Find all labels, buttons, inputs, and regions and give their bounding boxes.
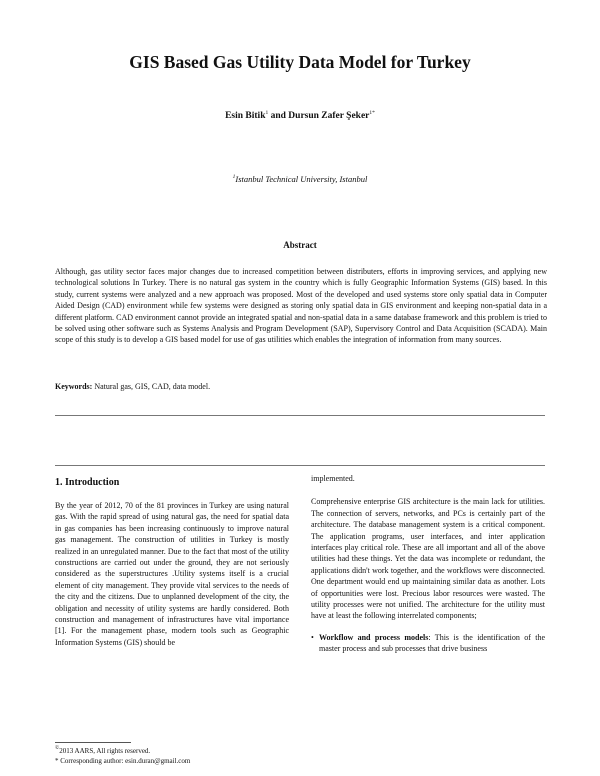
intro-continuation: implemented. <box>311 474 355 483</box>
keywords <box>55 382 547 391</box>
author-2-name: and Dursun Zafer Şeker <box>270 111 370 121</box>
copyright-text: 2013 AARS, All rights reserved. <box>59 747 151 755</box>
component-list <box>311 632 545 655</box>
author-1-name: Esin Bitik <box>225 111 266 121</box>
abstract-heading: Abstract <box>283 240 317 250</box>
copyright-footnote <box>55 745 150 755</box>
paper-title: GIS Based Gas Utility Data Model for Turkey <box>129 52 471 72</box>
affiliation <box>0 174 600 184</box>
list-item-text: : This is the identification of the master process and sub processes that drive business <box>319 632 546 654</box>
list-item-term: Workflow and process models <box>319 632 429 642</box>
keywords-label: Keywords: <box>55 382 93 391</box>
section-divider-bottom <box>55 465 545 466</box>
affiliation-text: Istanbul Technical University, Istanbul <box>235 174 368 184</box>
bullet-icon: • <box>311 632 314 642</box>
author-line <box>0 110 600 121</box>
corresponding-author-footnote: * Corresponding author: esin.duran@gmail.com <box>55 757 191 765</box>
list-item <box>311 632 545 655</box>
abstract-body: Although, gas utility sector faces major changes due to increased competition between distributers, efforts in improving services, and applying new technological solutions In Turkey. There is no natural gas system in the country which is fully Geographic Information Systems (GIS) based. In this study, current systems were analyzed and a new approach was proposed. Most of the developed and used systems store only spatial data in Computer Aided Design (CAD) environment while few systems were designed as storing only spatial data in GIS environment and keeping non-spatial data in a different platform. CAD environment cannot provide an integrated spatial and non-spatial data in a same database framework and this problem is tried to be solved using other software such as Systems Analysis and Program Development (SAP), Supervisory Control and Data Acquisition (SCADA). Main scope of this study is to develop a GIS based model for use of gas utilities which enables the integration of information from many sources. <box>55 267 547 345</box>
right-column <box>311 473 545 655</box>
keywords-text: Natural gas, GIS, CAD, data model. <box>92 382 211 391</box>
footnote-divider <box>55 742 131 743</box>
author-1-affil-mark: 1 <box>265 110 269 116</box>
intro-paragraph-1: By the year of 2012, 70 of the 81 provinces in Turkey are using natural gas. With the rapid spread of using natural gas, the need for spatial data in gas companies has been increasing continuously to improve natural gas management. The construction of utilities in Turkey is mostly realized in an unregulated manner. Due to the fact that most of the utility constructions are carried out under the ground, they are not seriously considered as the superstructures .Utility systems itself is a crucial element of city management. They provide vital services to the needs of the city and the citizens. Due to unplanned development of the city, the obligation and necessity of utility systems are hardly considered. Both construction and management of infrastructures have vital importance [1]. For the management phase, modern tools such as Geographic Information Systems (GIS) should be <box>55 501 289 647</box>
affiliation-mark: 1 <box>232 174 236 180</box>
left-column <box>55 500 289 648</box>
intro-paragraph-2: Comprehensive enterprise GIS architecture is the main lack for utilities. The connection of servers, networks, and PCs is certainly part of the architecture. The database management system is a critical component. The application programs, user interfaces, and inter application interfaces play critical role. These are all important and all of the above utilities had these things. Yet the data was incomplete or redundant, the applications didn't work together, and the workflows were disconnected. One department would end up maintaining similar data as another. Lots of opportunities were lost. Precious labor resources were wasted. The utility processes were not unified. The architecture for the utility must have at least the following interrelated components; <box>311 497 545 621</box>
section-divider-top <box>55 415 545 416</box>
introduction-heading: 1. Introduction <box>55 477 120 488</box>
copyright-mark: © <box>55 745 60 751</box>
author-2-affil-mark: 1* <box>369 110 375 116</box>
